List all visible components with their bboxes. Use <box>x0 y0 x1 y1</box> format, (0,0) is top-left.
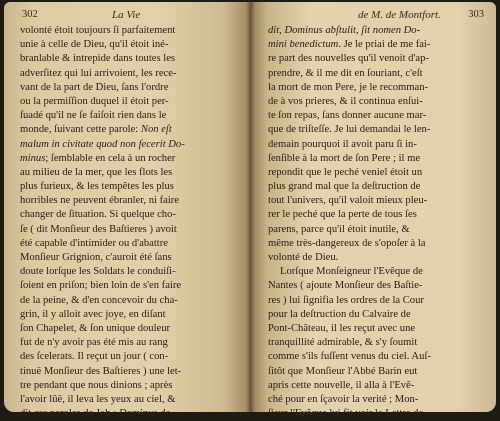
text-line <box>268 251 486 265</box>
text-line <box>268 336 486 350</box>
body-text: ſon Chapelet, & ſon unique douleur <box>20 322 171 334</box>
left-page-header <box>22 8 236 22</box>
text-line <box>20 294 242 308</box>
left-page <box>4 2 250 420</box>
text-line <box>268 38 486 52</box>
body-text: Monſieur Grignion, c'auroit été ſans <box>20 252 172 263</box>
italic-quote-text: Non eſt <box>140 124 172 136</box>
text-line <box>268 123 486 137</box>
text-line <box>20 95 242 109</box>
text-line <box>268 166 486 180</box>
text-line <box>268 365 486 379</box>
body-text: te ſon repas, ſans donner aucune mar- <box>268 110 427 122</box>
text-line <box>268 138 486 152</box>
italic-quote-text: Dominus de- <box>118 408 174 420</box>
body-text: volonté de Dieu. <box>268 252 339 263</box>
body-text: parens, parce qu'il étoit inutile, & <box>268 223 410 235</box>
body-text: comme s'ils fuſſent venus du ciel. Auſ- <box>268 351 431 363</box>
text-line <box>20 109 242 123</box>
body-text: ſuadé qu'il ne ſe faiſoit rien dans le <box>20 110 167 122</box>
text-line <box>268 308 486 322</box>
body-text: grin, il y alloit avec joye, en diſant <box>20 308 166 320</box>
text-line <box>20 237 242 251</box>
text-line <box>268 393 486 407</box>
italic-quote-text: minus <box>20 152 46 164</box>
text-line <box>20 365 242 379</box>
body-text: tre pendant que nous dinions ; après <box>20 379 173 391</box>
body-text: doute lorſque les Soldats le conduiſi- <box>20 266 176 278</box>
body-text: plus furieux, & les tempêtes les plus <box>20 181 174 193</box>
text-line <box>20 393 242 407</box>
right-page <box>250 2 496 420</box>
body-text: prendre, & il me dit en ſouriant, c'eſt <box>268 67 423 79</box>
body-text: re part des nouvelles qu'il venoit d'ap- <box>268 53 429 65</box>
body-text: . Je le priai de me fai- <box>338 39 431 51</box>
text-line <box>268 208 486 222</box>
text-line <box>20 251 242 265</box>
text-line <box>268 95 486 109</box>
text-line <box>20 350 242 364</box>
body-text: été capable d'intimider ou d'abattre <box>20 237 168 249</box>
body-text: ſieur l'Evêque lui fit voir la Lettre de <box>268 408 424 420</box>
body-text: ſitôt que Monſieur l'Abbé Barin eut <box>268 365 418 377</box>
italic-quote-text: dit, Dominus abſtulit, ſit nomen Do- <box>268 25 421 36</box>
body-text: ſenſible à la mort de ſon Pere ; il me <box>268 152 421 164</box>
body-text: ſoient en priſon; bien loin de s'en faire <box>20 280 182 292</box>
body-text: ; ſemblable en cela à un rocher <box>45 152 176 164</box>
body-text: ſe ( dit Monſieur des Baſtieres ) avoit <box>20 223 177 235</box>
body-text: la mort de mon Pere, je le recomman- <box>268 81 429 93</box>
body-text: vant de la part de Dieu, ſans l'ordre <box>20 81 169 93</box>
text-line <box>20 123 242 137</box>
text-line <box>268 279 486 293</box>
body-text: l'avoir lûë, il leva les yeux au ciel, & <box>20 393 176 405</box>
body-text: unie à celle de Dieu, qu'il étoit iné- <box>20 39 169 51</box>
text-line <box>20 138 242 152</box>
italic-quote-text: mini benedictum <box>268 39 339 51</box>
text-line <box>20 180 242 194</box>
text-line <box>268 180 486 194</box>
text-line <box>268 379 486 393</box>
body-text: tout l'univers, qu'il valoit mieux pleu- <box>268 195 428 207</box>
text-line <box>268 237 486 251</box>
italic-quote-text: malum in civitate quod non fecerit Do- <box>20 138 185 150</box>
body-text: tinuë Monſieur des Baſtieres ) une let- <box>20 365 182 377</box>
book-gutter <box>246 2 255 412</box>
running-head: La Vie <box>112 9 141 21</box>
body-text: au milieu de la mer, que les flots les <box>20 166 173 178</box>
text-line <box>20 52 242 66</box>
text-line <box>268 194 486 208</box>
text-line <box>268 81 486 95</box>
text-line <box>20 152 242 166</box>
body-text: repondit que le peché veniel étoit un <box>268 166 423 178</box>
body-text: Nantes ( ajoute Monſieur des Baſtie- <box>268 280 423 292</box>
body-text: horribles ne peuvent ébranler, ni faire <box>20 195 179 207</box>
text-line <box>268 407 486 421</box>
text-line <box>268 223 486 237</box>
text-line <box>20 194 242 208</box>
text-line <box>268 24 486 38</box>
body-text: dit ces paroles de Job : <box>20 408 119 420</box>
body-text: plus grand mal que la deſtruction de <box>268 181 421 193</box>
text-line <box>20 336 242 350</box>
body-text: de à vos prieres, & il continua enſui- <box>268 95 423 107</box>
body-text: demain pourquoi il avoit paru ſi in- <box>268 138 417 150</box>
text-line <box>268 109 486 123</box>
text-line <box>20 24 242 38</box>
body-text: Lorſque Monſeigneur l'Evêque de <box>280 266 423 278</box>
body-text: que de triſteſſe. Je lui demandai le len- <box>268 124 431 136</box>
page-number: 303 <box>468 9 484 20</box>
body-text: res ) lui ſignifia les ordres de la Cour <box>268 294 424 306</box>
body-text: volonté étoit toujours ſi parfaitement <box>20 25 176 36</box>
text-line <box>268 294 486 308</box>
text-line <box>20 308 242 322</box>
left-page-text <box>20 24 242 421</box>
text-line <box>20 67 242 81</box>
right-page-text <box>268 24 486 421</box>
text-line <box>20 379 242 393</box>
text-line <box>268 52 486 66</box>
text-line <box>20 322 242 336</box>
body-text: adverſitez qui lui arrivoient, les rece- <box>20 67 177 79</box>
body-text: ché pour en ſçavoir la verité ; Mon- <box>268 393 419 405</box>
text-line <box>20 223 242 237</box>
body-text: même très-dangereux de s'opoſer à la <box>268 237 426 249</box>
page-number: 302 <box>22 9 38 20</box>
text-line <box>20 407 242 421</box>
text-line <box>20 279 242 293</box>
right-page-header <box>266 8 484 22</box>
text-line <box>20 38 242 52</box>
text-line <box>268 152 486 166</box>
body-text: rer le peché que la perte de tous ſes <box>268 209 417 221</box>
text-line <box>20 166 242 180</box>
text-line <box>20 81 242 95</box>
text-line <box>268 322 486 336</box>
body-text: pour la deſtruction du Calvaire de <box>268 308 411 320</box>
text-line <box>268 67 486 81</box>
running-head: de M. de Montfort. <box>358 9 441 21</box>
body-text: de la peine, & d'en concevoir du cha- <box>20 294 178 306</box>
body-text: fut de n'y avoir pas été mis au rang <box>20 337 168 349</box>
body-text: ou la permiſſion duquel il étoit per- <box>20 95 169 107</box>
text-line <box>268 265 486 279</box>
body-text: tranquillité admirable, & s'y ſoumit <box>268 337 418 349</box>
body-text: des ſcelerats. Il reçut un jour ( con- <box>20 351 169 363</box>
open-book <box>4 2 496 420</box>
text-line <box>20 208 242 222</box>
body-text: changer de ſituation. Si quelque cho- <box>20 209 176 221</box>
body-text: apris cette nouvelle, il alla à l'Evê- <box>268 379 415 391</box>
text-line <box>20 265 242 279</box>
body-text: Pont-Château, il les reçut avec une <box>268 322 416 334</box>
text-line <box>268 350 486 364</box>
body-text: branlable & intrepide dans toutes les <box>20 53 176 65</box>
body-text: monde, ſuivant cette parole: <box>20 124 141 136</box>
